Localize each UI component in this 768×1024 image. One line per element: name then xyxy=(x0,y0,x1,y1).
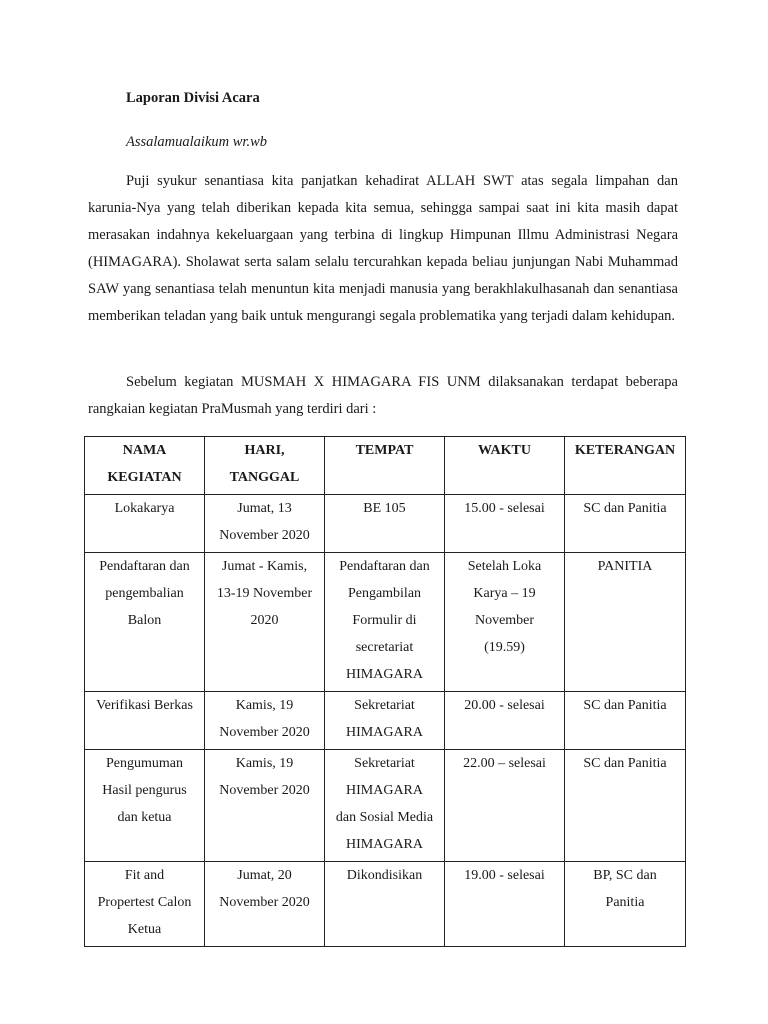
activity-intro-paragraph: Sebelum kegiatan MUSMAH X HIMAGARA FIS UNM dilaksanakan terdapat beberapa rangkaian kegiatan PraMusmah yang terdiri dari : xyxy=(88,374,678,417)
cell-nama-kegiatan: Verifikasi Berkas xyxy=(85,692,205,750)
cell-keterangan: BP, SC dan Panitia xyxy=(565,862,686,947)
cell-hari-tanggal: Kamis, 19 November 2020 xyxy=(205,750,325,862)
header-hari-tanggal: HARI, TANGGAL xyxy=(205,437,325,495)
cell-keterangan: SC dan Panitia xyxy=(565,692,686,750)
cell-waktu: 22.00 – selesai xyxy=(445,750,565,862)
cell-tempat: BE 105 xyxy=(325,495,445,553)
cell-waktu: 19.00 - selesai xyxy=(445,862,565,947)
cell-waktu: Setelah Loka Karya – 19 November (19.59) xyxy=(445,553,565,692)
table-header-row xyxy=(85,437,686,495)
greeting: Assalamualaikum wr.wb xyxy=(126,134,267,150)
cell-keterangan: SC dan Panitia xyxy=(565,750,686,862)
cell-waktu: 20.00 - selesai xyxy=(445,692,565,750)
table-row xyxy=(85,862,686,947)
cell-nama-kegiatan: Lokakarya xyxy=(85,495,205,553)
cell-hari-tanggal: Jumat - Kamis, 13-19 November 2020 xyxy=(205,553,325,692)
document-title: Laporan Divisi Acara xyxy=(126,90,260,106)
cell-tempat: Sekretariat HIMAGARA dan Sosial Media HIMAGARA xyxy=(325,750,445,862)
cell-keterangan: PANITIA xyxy=(565,553,686,692)
cell-tempat: Sekretariat HIMAGARA xyxy=(325,692,445,750)
header-keterangan: KETERANGAN xyxy=(565,437,686,495)
table-row xyxy=(85,692,686,750)
header-nama-kegiatan: NAMA KEGIATAN xyxy=(85,437,205,495)
intro-paragraph: Puji syukur senantiasa kita panjatkan kehadirat ALLAH SWT atas segala limpahan dan karunia-Nya yang telah diberikan kepada kita semua, sehingga sampai saat ini kita masih dapat merasakan indahnya kekeluargaan yang terbina di lingkup Himpunan Illmu Administrasi Negara (HIMAGARA). Sholawat serta salam selalu tercurahkan kepada beliau junjungan Nabi Muhammad SAW yang senantiasa telah menuntun kita menjadi manusia yang berakhlakulhasanah dan senantiasa memberikan teladan yang baik untuk mengurangi segala problematika yang terjadi dalam kehidupan. xyxy=(88,173,678,324)
cell-hari-tanggal: Jumat, 13 November 2020 xyxy=(205,495,325,553)
cell-tempat: Dikondisikan xyxy=(325,862,445,947)
cell-hari-tanggal: Jumat, 20 November 2020 xyxy=(205,862,325,947)
cell-waktu: 15.00 - selesai xyxy=(445,495,565,553)
cell-nama-kegiatan: Pengumuman Hasil pengurus dan ketua xyxy=(85,750,205,862)
table-row xyxy=(85,750,686,862)
table-row xyxy=(85,495,686,553)
header-waktu: WAKTU xyxy=(445,437,565,495)
cell-nama-kegiatan: Pendaftaran dan pengembalian Balon xyxy=(85,553,205,692)
cell-tempat: Pendaftaran dan Pengambilan Formulir di secretariat HIMAGARA xyxy=(325,553,445,692)
table-row xyxy=(85,553,686,692)
cell-keterangan: SC dan Panitia xyxy=(565,495,686,553)
cell-hari-tanggal: Kamis, 19 November 2020 xyxy=(205,692,325,750)
activity-schedule-table xyxy=(84,436,686,947)
header-tempat: TEMPAT xyxy=(325,437,445,495)
cell-nama-kegiatan: Fit and Propertest Calon Ketua xyxy=(85,862,205,947)
